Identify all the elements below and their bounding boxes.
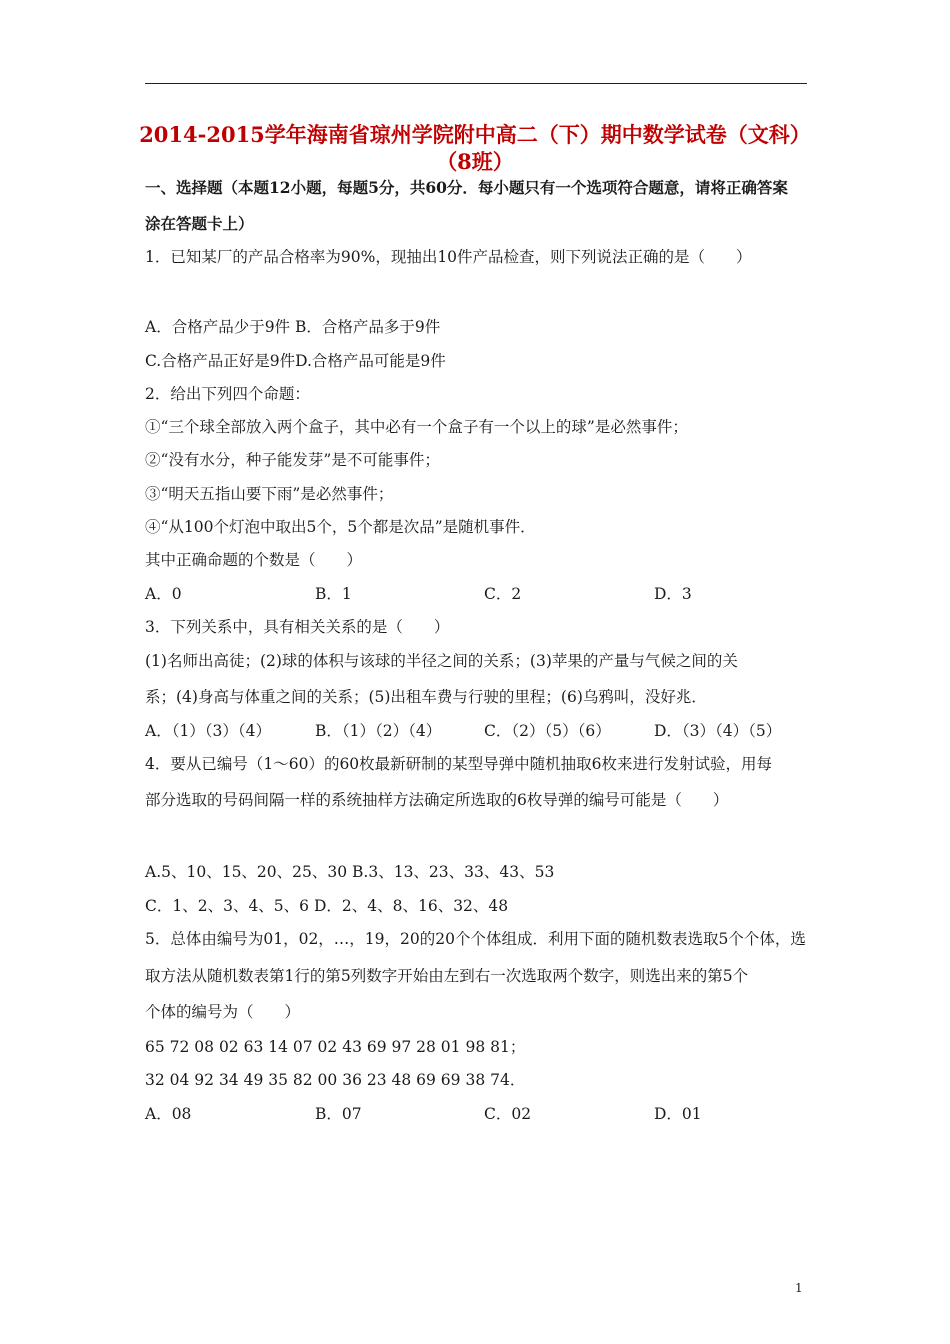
q3-option-a: A．（1）（3）（4）	[145, 722, 272, 740]
q2-question: 其中正确命题的个数是（ ）	[145, 551, 363, 569]
q4-options-line1: A.5、10、15、20、25、30 B.3、13、23、33、43、53	[145, 863, 555, 881]
q2-proposition-3: ③“明天五指山要下雨”是必然事件；	[145, 485, 394, 503]
q5-option-d: D．01	[654, 1105, 702, 1123]
q3-option-b: B．（1）（2）（4）	[315, 722, 442, 740]
q5-option-a: A．08	[145, 1105, 192, 1123]
q2-proposition-1: ①“三个球全部放入两个盒子，其中必有一个盒子有一个以上的球”是必然事件；	[145, 418, 688, 436]
section-heading-cont: 涂在答题卡上）	[145, 214, 254, 233]
q5-stem-line2: 取方法从随机数表第1行的第5列数字开始由左到右一次选取两个数字，则选出来的第5个	[145, 967, 749, 985]
q2-option-b: B．1	[315, 585, 352, 603]
q3-relations-line2: 系；(4)身高与体重之间的关系；(5)出租车费与行驶的里程；(6)乌鸦叫，没好兆．	[145, 688, 707, 706]
page-subtitle: （8班）	[436, 149, 514, 174]
q5-option-c: C．02	[484, 1105, 532, 1123]
q1-options-line1: A．合格产品少于9件 B．合格产品多于9件	[145, 318, 441, 336]
q1-options-line2: C.合格产品正好是9件D.合格产品可能是9件	[145, 352, 446, 370]
q2-stem: 2．给出下列四个命题：	[145, 385, 310, 403]
q5-option-b: B．07	[315, 1105, 362, 1123]
header-rule	[145, 83, 807, 84]
q5-stem-line1: 5．总体由编号为01，02，…，19，20的20个个体组成．利用下面的随机数表选取5个个体，选	[145, 930, 806, 948]
q3-option-c: C．（2）（5）（6）	[484, 722, 611, 740]
q3-stem: 3．下列关系中，具有相关关系的是（ ）	[145, 618, 450, 636]
q5-random-row-2: 32 04 92 34 49 35 82 00 36 23 48 69 69 38 74．	[145, 1071, 526, 1089]
q3-relations-line1: (1)名师出高徒；(2)球的体积与该球的半径之间的关系；(3)苹果的产量与气候之间的关	[145, 652, 738, 670]
page-title: 2014-2015学年海南省琼州学院附中高二（下）期中数学试卷（文科）	[139, 122, 811, 147]
q2-proposition-2: ②“没有水分，种子能发芽”是不可能事件；	[145, 451, 440, 469]
q5-random-row-1: 65 72 08 02 63 14 07 02 43 69 97 28 01 98 81；	[145, 1038, 526, 1056]
q4-options-line2: C．1、2、3、4、5、6 D．2、4、8、16、32、48	[145, 897, 509, 915]
section-heading: 一、选择题（本题12小题，每题5分，共60分．每小题只有一个选项符合题意，请将正确答案	[145, 178, 788, 197]
q2-option-d: D．3	[654, 585, 692, 603]
q2-option-a: A．0	[145, 585, 182, 603]
q4-stem-line1: 4．要从已编号（1～60）的60枚最新研制的某型导弹中随机抽取6枚来进行发射试验，用每	[145, 755, 773, 773]
q5-stem-line3: 个体的编号为（ ）	[145, 1003, 301, 1021]
q2-option-c: C．2	[484, 585, 522, 603]
q1-stem: 1．已知某厂的产品合格率为90%，现抽出10件产品检查，则下列说法正确的是（ ）	[145, 248, 752, 266]
q2-proposition-4: ④“从100个灯泡中取出5个，5个都是次品”是随机事件．	[145, 518, 536, 536]
q4-stem-line2: 部分选取的号码间隔一样的系统抽样方法确定所选取的6枚导弹的编号可能是（ ）	[145, 791, 729, 809]
page-number: 1	[795, 1281, 803, 1295]
q3-option-d: D．（3）（4）（5）	[654, 722, 782, 740]
